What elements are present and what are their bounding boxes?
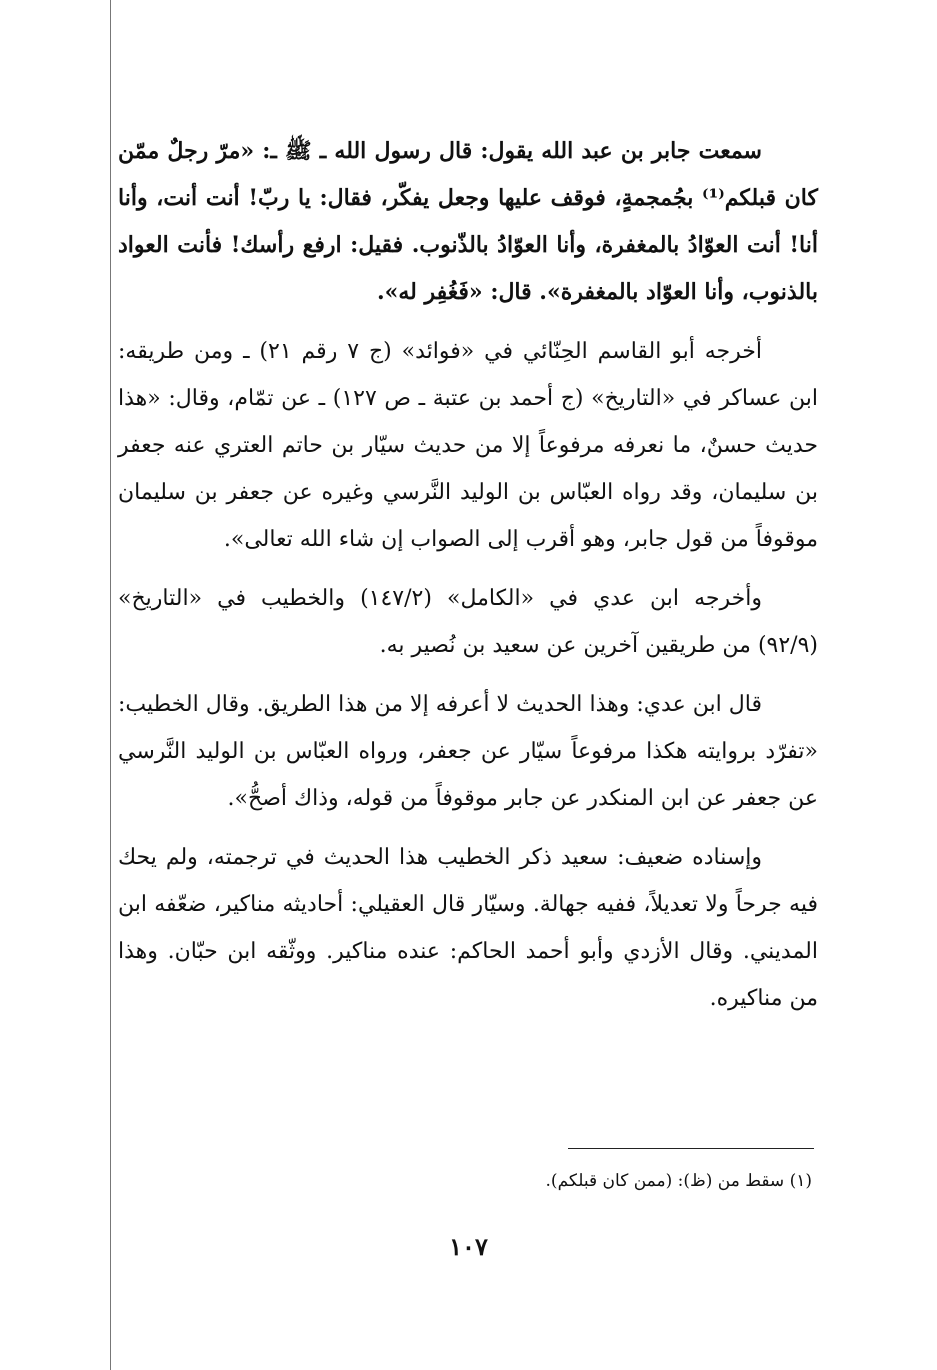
paragraph-gap [118, 316, 818, 328]
page-number: ١٠٧ [449, 1232, 488, 1261]
isnad-paragraph: وإسناده ضعيف: سعيد ذكر الخطيب هذا الحديث في ترجمته، ولم يحك فيه جرحاً ولا تعديلاً، ففيه جهالة. وسيّار قال العقيلي: أحاديثه مناكير، ضعّفه ابن المديني. وقال الأزدي وأبو أحمد الحاكم: عنده مناكير. ووثّقه ابن حبّان. وهذا من مناكيره. [118, 845, 818, 1011]
takhrij-paragraph: أخرجه أبو القاسم الحِنّائي في «فوائد» (ج ٧ رقم ٢١) ـ ومن طريقه: ابن عساكر في «التاريخ» (ج أحمد بن عتبة ـ ص ١٢٧) ـ عن تمّام، وقال: «هذا حديث حسنٌ، ما نعرفه مرفوعاً إلا من حديث سيّار بن حاتم العتري عنه جعفر بن سليمان، وقد رواه العبّاس بن الوليد النَّرسي وغيره عن جعفر بن سليمان موقوفاً من قول جابر، وهو أقرب إلى الصواب إن شاء الله تعالى». [118, 339, 818, 552]
commentary-paragraph: قال ابن عدي: وهذا الحديث لا أعرفه إلا من هذا الطريق. وقال الخطيب: «تفرّد بروايته هكذا مرفوعاً سيّار عن جعفر، ورواه العبّاس بن الوليد النَّرسي عن جعفر عن ابن المنكدر عن جابر موقوفاً من قوله، وذاك أصحُّ». [118, 692, 818, 811]
page-body [118, 128, 818, 1022]
footnote-separator [568, 1148, 814, 1149]
paragraph-gap [118, 822, 818, 834]
paragraph-gap [118, 669, 818, 681]
hadith-text: سمعت جابر بن عبد الله يقول: قال رسول الله ـ ﷺ ـ: «مرّ رجلٌ ممّن كان قبلكم⁽¹⁾ بجُمجمةٍ، فوقف عليها وجعل يفكّر، فقال: يا ربّ! أنت أنت، وأنا أنا! أنت العوّادُ بالمغفرة، وأنا العوّادُ بالذّنوب. فقيل: ارفع رأسك! فأنت العواد بالذنوب، وأنا العوّاد بالمغفرة». قال: «فَغُفِر له». [118, 138, 818, 305]
paragraph-gap [118, 563, 818, 575]
footnote: (١) سقط من (ظ): (ممن كان قبلكم). [545, 1171, 812, 1191]
binding-line [110, 0, 111, 1370]
takhrij-paragraph-2: وأخرجه ابن عدي في «الكامل» (١٤٧/٢) والخطيب في «التاريخ» (٩٢/٩) من طريقين آخرين عن سعيد بن نُصير به. [118, 586, 818, 658]
